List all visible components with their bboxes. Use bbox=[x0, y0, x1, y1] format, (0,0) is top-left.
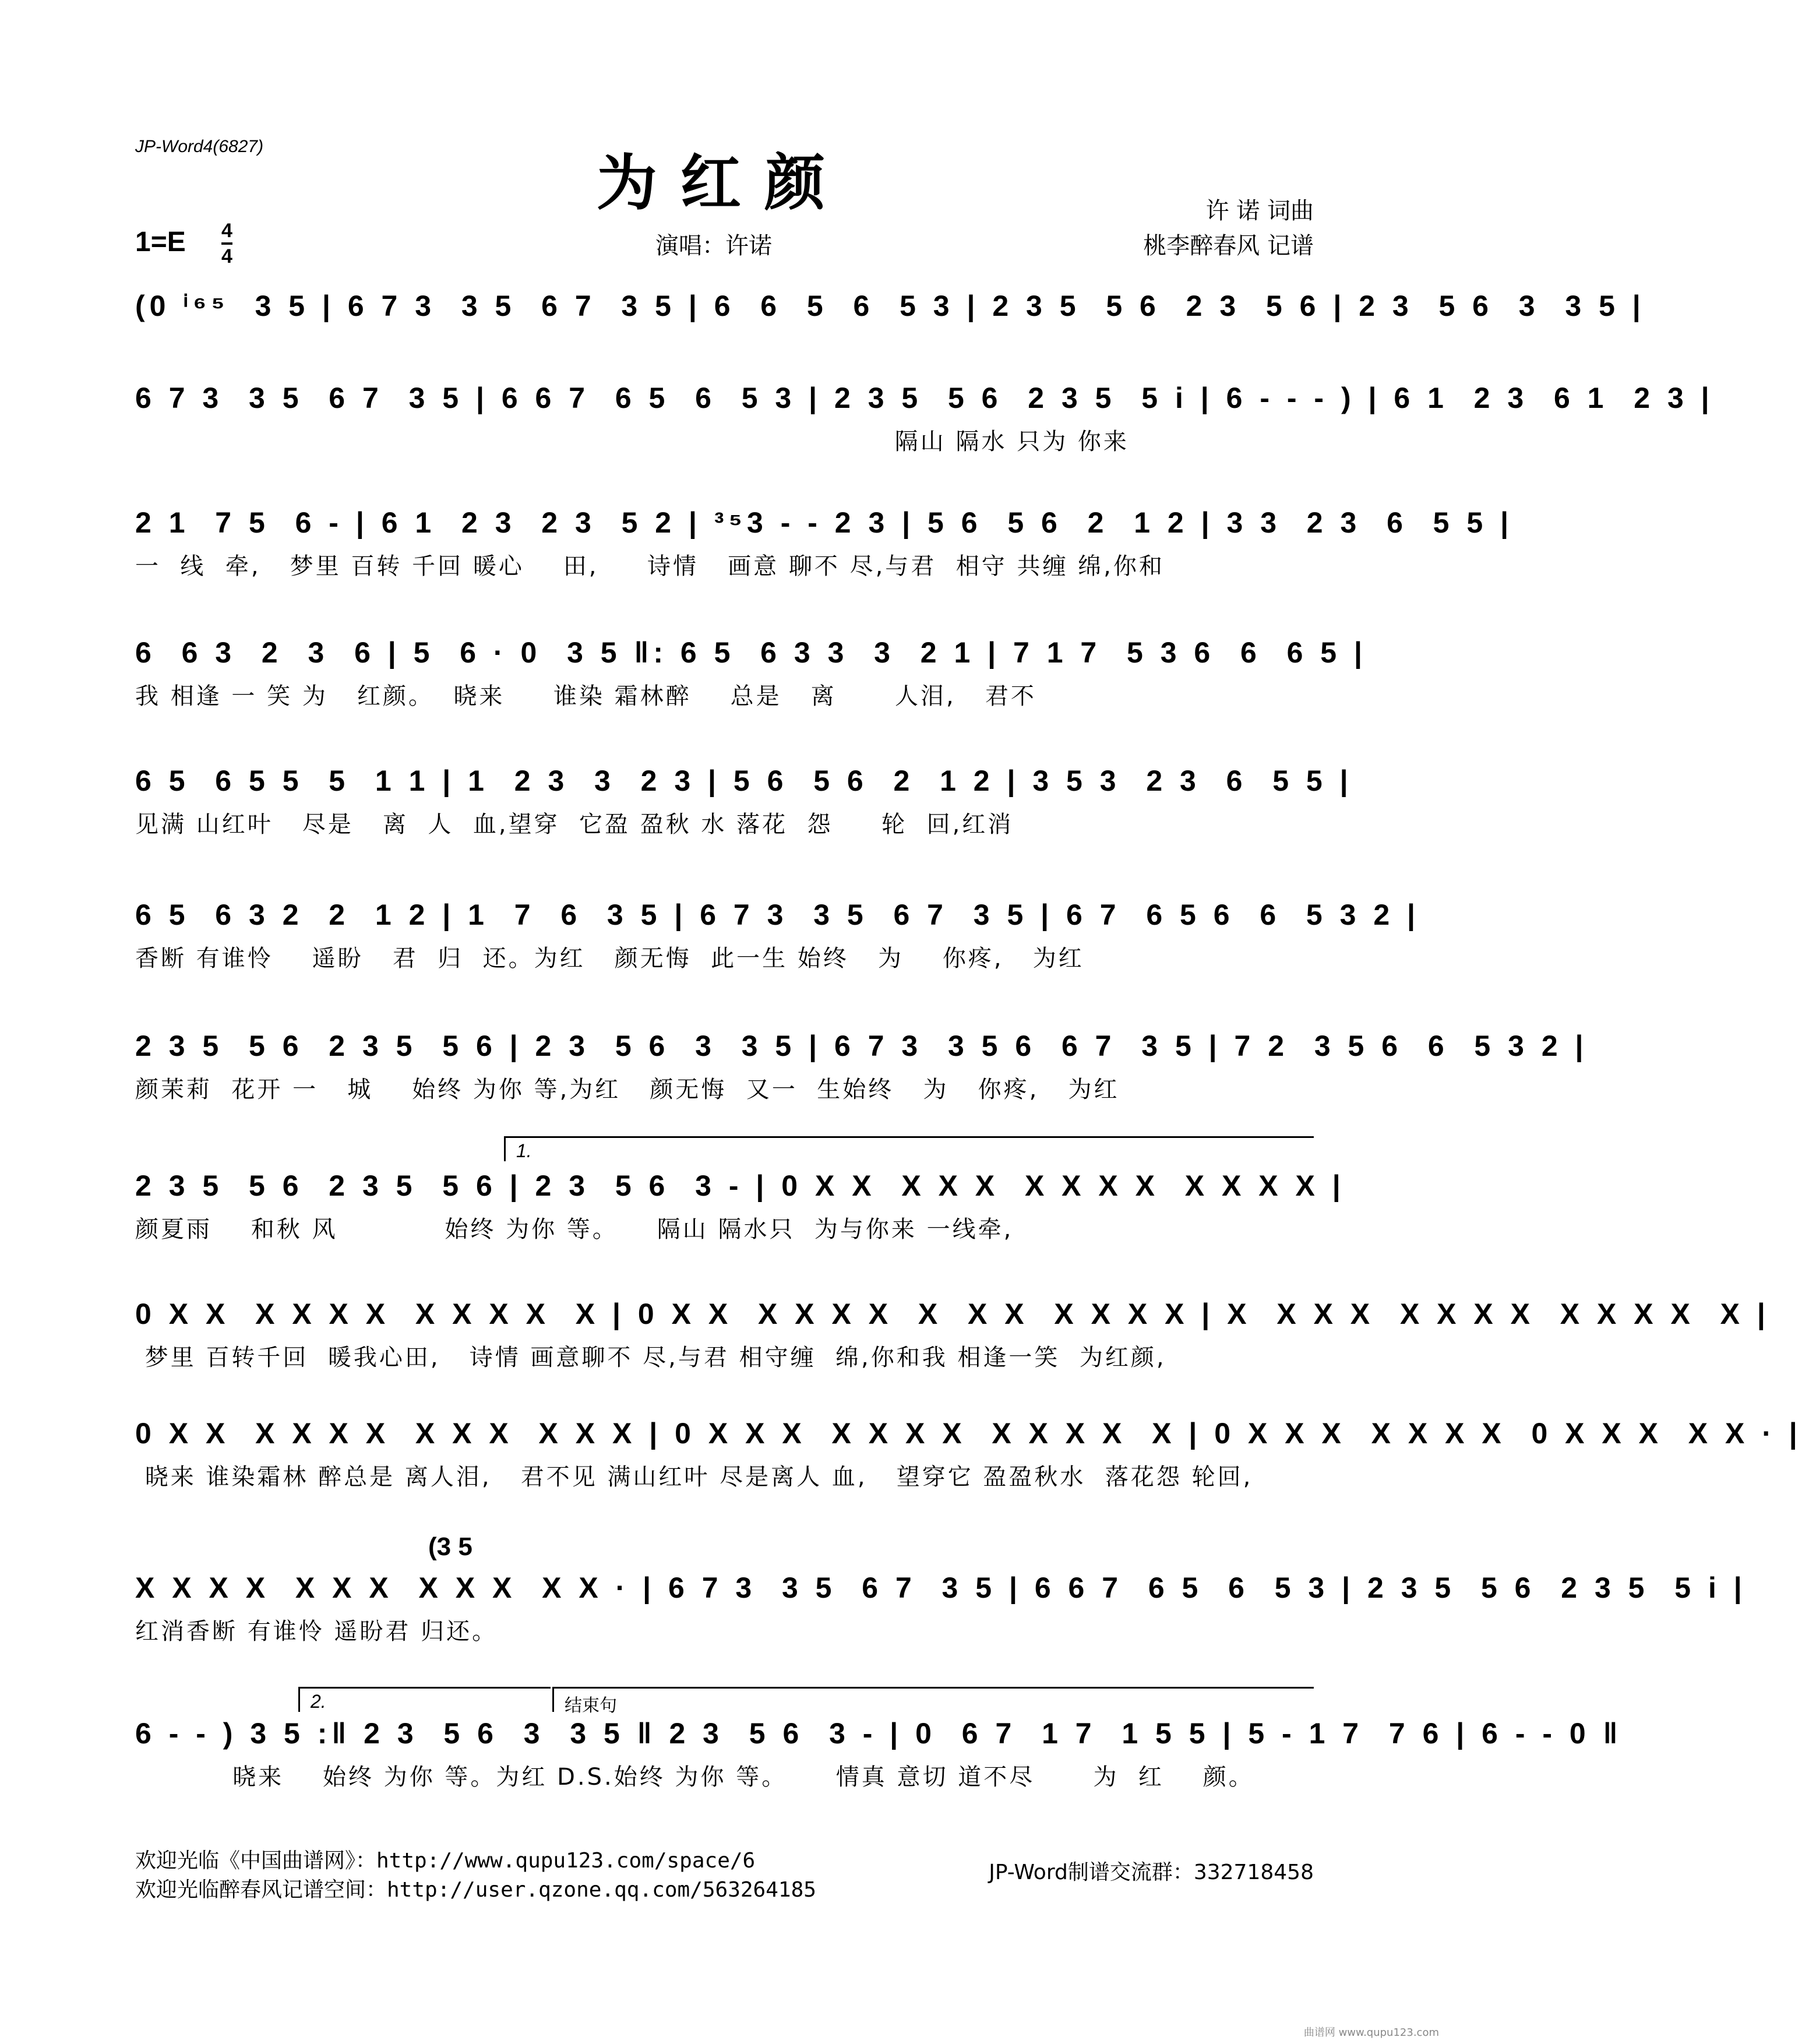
staff-lyrics: 我 相逢 一 笑 为 红颜。 晓来 谁染 霜林醉 总是 离 人泪, 君不 bbox=[135, 683, 1036, 710]
staff-5 bbox=[135, 760, 1353, 848]
volta-1-label: 1. bbox=[516, 1140, 532, 1161]
staff-3 bbox=[135, 502, 1514, 590]
staff-9 bbox=[135, 1294, 1770, 1381]
staff-6 bbox=[135, 894, 1420, 982]
song-title: 为红颜 bbox=[596, 147, 848, 219]
staff-11 bbox=[135, 1567, 1747, 1655]
key-signature: 1=E bbox=[135, 227, 186, 258]
staff-lyrics: 香断 有谁怜 遥盼 君 归 还。为红 颜无悔 此一生 始终 为 你疼, 为红 bbox=[135, 945, 1084, 972]
staff-notes: 6 7 3 3 5 6 7 3 5 | 6 6 7 6 5 6 5 3 | 2 3 5 5 6 2 3 5 5 i | 6 - - - ) | 6 1 2 3 6 1 2 3 | bbox=[135, 382, 1714, 414]
ending-phrase-label: 结束句 bbox=[565, 1696, 617, 1716]
staff-10 bbox=[135, 1413, 1802, 1500]
watermark: 曲谱网 www.qupu123.com bbox=[1303, 2027, 1439, 2039]
staff-1 bbox=[135, 286, 1645, 373]
footer-group-info: JP-Word制谱交流群：332718458 bbox=[989, 1860, 1314, 1884]
staff-lyrics: 一 线 牵, 梦里 百转 千回 暖心 田, 诗情 画意 聊不 尽,与君 相守 共缠 绵,你和 bbox=[135, 553, 1165, 580]
staff-lyrics: 见满 山红叶 尽是 离 人 血,望穿 它盈 盈秋 水 落花 怨 轮 回,红消 bbox=[135, 811, 1014, 838]
staff-notes: 6 5 6 3 2 2 1 2 | 1 7 6 3 5 | 6 7 3 3 5 6 7 3 5 | 6 7 6 5 6 6 5 3 2 | bbox=[135, 898, 1420, 931]
time-signature bbox=[221, 220, 232, 267]
staff-notes: (0 ⁱ⁶⁵ 3 5 | 6 7 3 3 5 6 7 3 5 | 6 6 5 6 5 3 | 2 3 5 5 6 2 3 5 6 | 2 3 5 6 3 3 5 | bbox=[135, 290, 1645, 322]
ending-phrase-bracket bbox=[552, 1687, 1314, 1716]
staff-notes: 6 - - ) 3 5 :‖ 2 3 5 6 3 3 5 ‖ 2 3 5 6 3 - | 0 6 7 1 7 1 5 5 | 5 - 1 7 7 6 | 6 - - 0 ‖ bbox=[135, 1717, 1623, 1750]
software-label: JP-Word4(6827) bbox=[135, 137, 264, 156]
volta-second-ending bbox=[298, 1687, 551, 1712]
staff-8 bbox=[135, 1165, 1345, 1253]
staff-lyrics: 颜茉莉 花开 一 城 始终 为你 等,为红 颜无悔 又一 生始终 为 你疼, 为红 bbox=[135, 1076, 1120, 1103]
time-signature-top: 4 bbox=[221, 220, 232, 242]
lyric-music-credit: 许 诺 词曲 bbox=[1205, 198, 1314, 224]
staff-notes: 0 X X X X X X X X X X X X | 0 X X X X X X X X X X X X | 0 X X X X X X X 0 X X X X X · | bbox=[135, 1417, 1802, 1450]
volta-first-ending bbox=[504, 1136, 1314, 1161]
staff-notes: 6 5 6 5 5 5 1 1 | 1 2 3 3 2 3 | 5 6 5 6 2 1 2 | 3 5 3 2 3 6 5 5 | bbox=[135, 764, 1353, 797]
singer-credit: 演唱：许诺 bbox=[655, 232, 772, 259]
staff-lyrics: 隔山 隔水 只为 你来 bbox=[135, 428, 1129, 455]
staff-notes: 2 3 5 5 6 2 3 5 5 6 | 2 3 5 6 3 3 5 | 6 7 3 3 5 6 6 7 3 5 | 7 2 3 5 6 6 5 3 2 | bbox=[135, 1030, 1588, 1062]
staff-lyrics: 颜夏雨 和秋 风 始终 为你 等。 隔山 隔水只 为与你来 一线牵, bbox=[135, 1216, 1014, 1243]
footer-space-link[interactable]: 欢迎光临醉春风记谱空间：http://user.qzone.qq.com/563264185 bbox=[135, 1878, 816, 1902]
volta-2-label: 2. bbox=[311, 1691, 326, 1712]
transcriber-credit: 桃李醉春风 记谱 bbox=[1143, 232, 1314, 259]
staff-lyrics: 晓来 谁染霜林 醉总是 离人泪, 君不见 满山红叶 尽是离人 血, 望穿它 盈盈秋水 落花怨 轮回, bbox=[135, 1464, 1253, 1490]
staff-notes: 0 X X X X X X X X X X X | 0 X X X X X X X X X X X X X | X X X X X X X X X X X X X | bbox=[135, 1298, 1770, 1330]
staff-lyrics: 梦里 百转千回 暖我心田, 诗情 画意聊不 尽,与君 相守缠 绵,你和我 相逢一笑 为红颜, bbox=[135, 1344, 1166, 1371]
staff-notes: 6 6 3 2 3 6 | 5 6 · 0 3 5 ‖: 6 5 6 3 3 3 2 1 | 7 1 7 5 3 6 6 6 5 | bbox=[135, 636, 1367, 669]
staff-12 bbox=[135, 1713, 1623, 1800]
staff-lyrics: 红消香断 有谁怜 遥盼君 归还。 bbox=[135, 1618, 498, 1645]
time-signature-divider bbox=[221, 242, 232, 245]
staff-lyrics: 晓来 始终 为你 等。为红 D.S.始终 为你 等。 情真 意切 道不尽 为 红 颜。 bbox=[135, 1764, 1254, 1791]
time-signature-bottom: 4 bbox=[221, 245, 232, 267]
staff-notes: 2 1 7 5 6 - | 6 1 2 3 2 3 5 2 | ³⁵3 - - 2 3 | 5 6 5 6 2 1 2 | 3 3 2 3 6 5 5 | bbox=[135, 506, 1514, 539]
staff-2 bbox=[135, 378, 1714, 465]
staff-notes: 2 3 5 5 6 2 3 5 5 6 | 2 3 5 6 3 - | 0 X X X X X X X X X X X X X | bbox=[135, 1169, 1345, 1202]
staff-4 bbox=[135, 632, 1367, 720]
staff-notes: X X X X X X X X X X X X · | 6 7 3 3 5 6 7 3 5 | 6 6 7 6 5 6 5 3 | 2 3 5 5 6 2 3 5 5 i | bbox=[135, 1571, 1747, 1604]
intro-paren-notes: (3 5 bbox=[428, 1532, 472, 1561]
footer-site-link[interactable]: 欢迎光临《中国曲谱网》：http://www.qupu123.com/space/6 bbox=[135, 1849, 756, 1873]
staff-7 bbox=[135, 1025, 1588, 1113]
